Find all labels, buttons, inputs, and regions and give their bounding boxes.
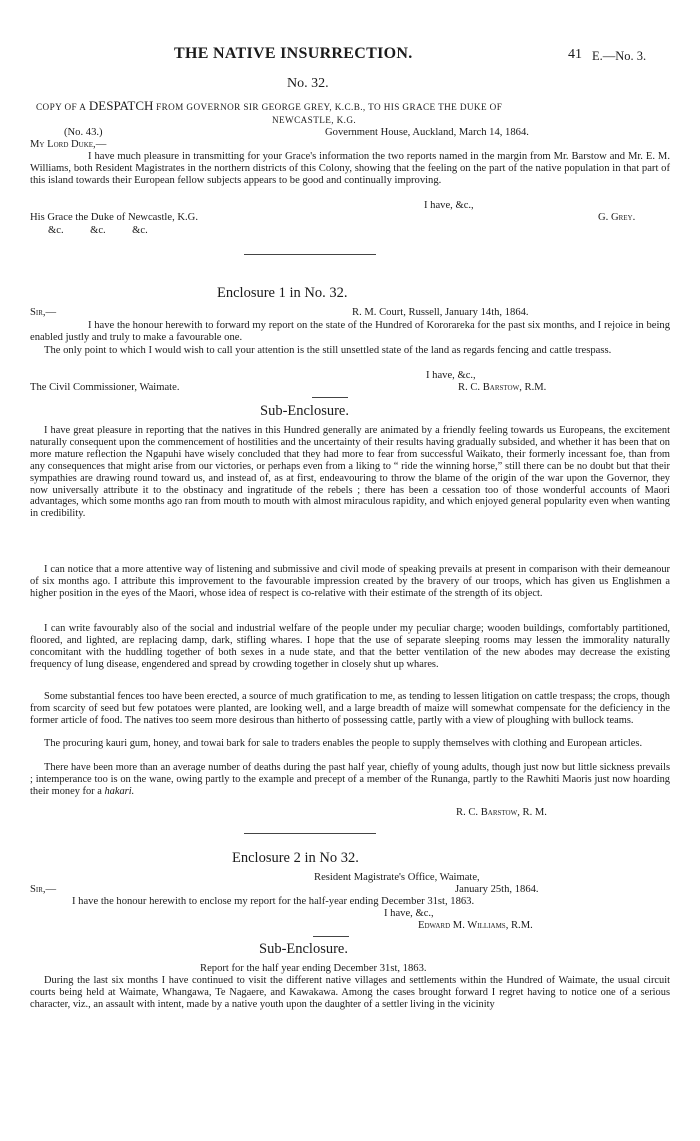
- enclosure2-salutation: Sir,—: [30, 884, 57, 895]
- despatch-signature: G. Grey.: [598, 212, 636, 223]
- despatch-etc: &c. &c. &c.: [48, 225, 148, 236]
- enclosure1-para2: The only point to which I would wish to call your attention is the still unsettled state of the land as regards fencing and cattle trespass.: [44, 345, 612, 356]
- enclosure2-closing: I have, &c.,: [384, 908, 434, 919]
- subenclosure1-heading: Sub-Enclosure.: [260, 403, 349, 419]
- document-reference: E.—No. 3.: [592, 49, 647, 63]
- subenclosure1-para4: Some substantial fences too have been erected, a source of much gratification to me, as tending to lessen litigation on cattle trespass; the crops, though from scarcity of seed but few potatoes were planted, are looking well, and a large breadth of maize will somewhat compensate for the deficiency in the former article of food. The natives too seem more desirous than hitherto of possessing cattle, partly with a view of ploughing with bullock teams.: [30, 691, 670, 726]
- divider: [312, 397, 348, 398]
- enclosure2-office: Resident Magistrate's Office, Waimate,: [314, 872, 480, 883]
- despatch-ref: (No. 43.): [64, 127, 103, 138]
- despatch-salutation: My Lord Duke,—: [30, 139, 107, 150]
- enclosure1-closing: I have, &c.,: [426, 370, 476, 381]
- divider: [313, 936, 349, 937]
- page-number: 41: [568, 47, 582, 62]
- enclosure2-signature: Edward M. Williams, R.M.: [418, 920, 533, 931]
- subenclosure2-heading: Sub-Enclosure.: [259, 941, 348, 957]
- subenclosure1-para6: There have been more than an average number of deaths during the past half year, chiefly of young adults, though just now but little sickness prevails ; intemperance too is on the wane, owing partly to the example and precept of a member of the Runanga, partly to the Rawhiti Maoris just now hoarding their money for a hakari.: [30, 762, 670, 797]
- despatch-addressee: His Grace the Duke of Newcastle, K.G.: [30, 212, 198, 223]
- despatch-title-line2: NEWCASTLE, K.G.: [272, 115, 357, 125]
- enclosure1-signature: R. C. Barstow, R.M.: [458, 382, 547, 393]
- enclosure1-para1: I have the honour herewith to forward my report on the state of the Hundred of Kororareka for the past six months, and I rejoice in being enabled justly and truly to make a favourable one.: [30, 320, 670, 344]
- enclosure1-salutation: Sir,—: [30, 307, 57, 318]
- subenclosure2-subtitle: Report for the half year ending December 31st, 1863.: [200, 963, 427, 974]
- subenclosure1-signature: R. C. Barstow, R. M.: [456, 807, 547, 818]
- running-title: THE NATIVE INSURRECTION.: [174, 45, 413, 62]
- despatch-closing: I have, &c.,: [424, 200, 474, 211]
- enclosure1-place-date: R. M. Court, Russell, January 14th, 1864.: [352, 307, 529, 318]
- subenclosure1-para2: I can notice that a more attentive way of listening and submissive and civil mode of speaking prevails at present in comparison with their demeanour of six months ago. I attribute this improvement to the favourable impression created by the bravery of our troops, which has given us Englishmen a higher position in the eyes of the Maori, whose idea of respect is co-relative with their estimate of the strength of its object.: [30, 564, 670, 599]
- despatch-body: I have much pleasure in transmitting for your Grace's information the two reports named in the margin from Mr. Barstow and Mr. E. M. Williams, both Resident Magistrates in the northern districts of this Colony, showing that the feeling on the part of the native population in that part of this island towards their European fellow subjects appears to be good and continually improving.: [30, 151, 670, 187]
- enclosure2-body: I have the honour herewith to enclose my report for the half-year ending December 31st, 1863.: [72, 896, 475, 907]
- despatch-number: No. 32.: [287, 76, 329, 91]
- despatch-place-date: Government House, Auckland, March 14, 1864.: [325, 127, 529, 138]
- divider: [244, 254, 376, 255]
- subenclosure2-para: During the last six months I have continued to visit the different native villages and settlements within the Hundred of Waimate, the usual circuit courts being held at Waimate, Whangawa, Te Nagaere, and Kawakawa. Among the cases brought forward I regret having to notice one of a serious character, viz., an assault with intent, made by a native youth upon the daughter of a settler living in the vicinity: [30, 975, 670, 1010]
- subenclosure1-para3: I can write favourably also of the social and industrial welfare of the people under my peculiar charge; wooden buildings, comfortably partitioned, floored, and lighted, are replacing damp, dark, stifling whares. I hope that the use of separate sleeping rooms may lessen the immorality naturally concomitant with the huddling together of both sexes in a nude state, and that the better ventilation of the new abodes may decrease the existing frequency of lung disease, engendered and spread by crowding together in closely shut up whares.: [30, 623, 670, 670]
- enclosure2-date: January 25th, 1864.: [455, 884, 539, 895]
- enclosure2-heading: Enclosure 2 in No 32.: [232, 850, 359, 866]
- divider: [244, 833, 376, 834]
- hakari-word: hakari.: [104, 785, 135, 797]
- subenclosure1-para5: The procuring kauri gum, honey, and towai bark for sale to traders enables the people to supply themselves with clothing and European articles.: [44, 738, 643, 749]
- enclosure1-addressee: The Civil Commissioner, Waimate.: [30, 382, 180, 393]
- enclosure1-heading: Enclosure 1 in No. 32.: [217, 285, 348, 301]
- despatch-title: COPY OF A DESPATCH FROM GOVERNOR SIR GEORGE GREY, K.C.B., TO HIS GRACE THE DUKE OF: [36, 98, 503, 113]
- subenclosure1-para1: I have great pleasure in reporting that the natives in this Hundred generally are animated by a friendly feeling towards us Europeans, the excitement naturally consequent upon the commencement of hostilities and the uncertainty of their results having gradually subsided, and whether it has been that on more mature reflection the Ngapuhi have wisely concluded that they had more to fear from successful Waikato, their formerly incessant foe, than from any consequences that might arise from our victories, or perhaps even from a liking to “ ride the winning horse,” still there can be no doubt but that their sympathies are drawing round toward us, and instead of, as at first, endeavouring to throw the blame of the origin of the war upon the Governor, they now universally attribute it to the obstinacy and ingratitude of the rebels ; there has been a cessation too of those wonderful accounts of Maori advantages, which some months ago ran from mouth to mouth with almost miraculous rapidity, and which enjoyed general popularity even when wanting in credibility.: [30, 425, 670, 520]
